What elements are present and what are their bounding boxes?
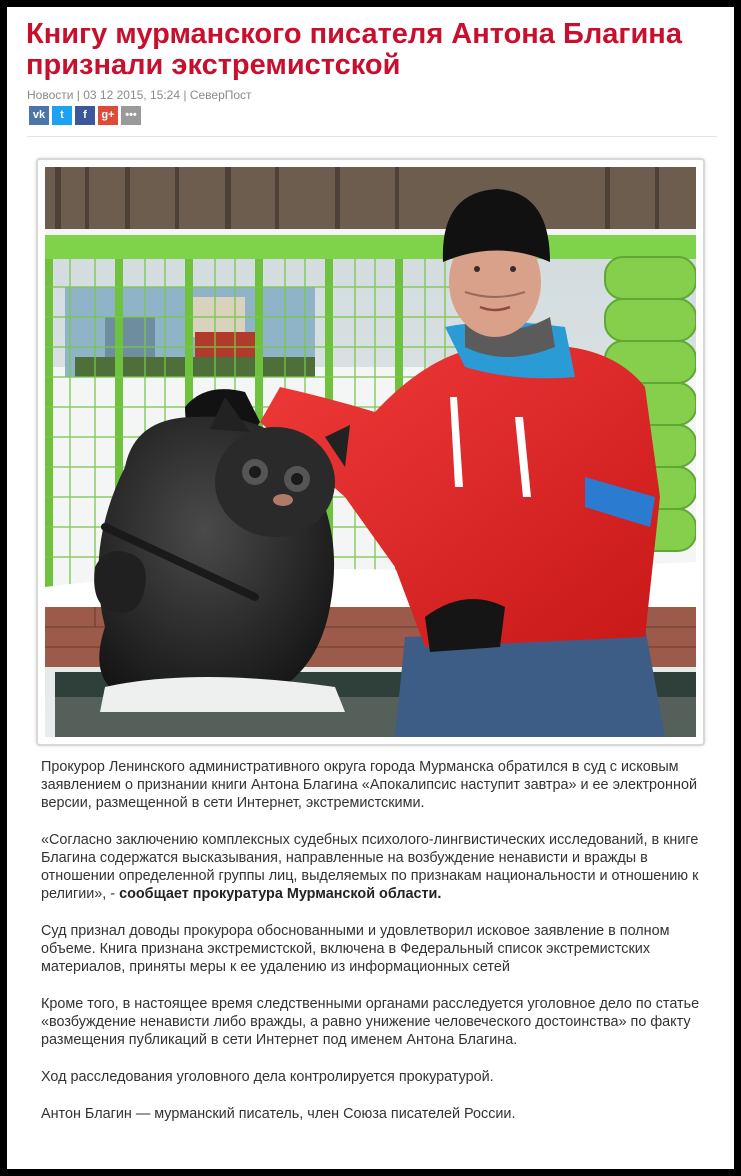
meta-separator: | <box>180 88 190 102</box>
paragraph <box>41 1105 721 1123</box>
more-icon: ••• <box>125 109 137 121</box>
category-link[interactable]: Новости <box>27 88 74 102</box>
paragraph <box>41 758 721 812</box>
article-photo-frame <box>36 158 705 746</box>
paragraph-text: Суд признал доводы прокурора обоснованными и удовлетворил исковое заявление в полном объеме. Книга признана экстремистской, включена в Федеральный список экстремистских материалов, приняты меры к ее удалению из информационных сетей <box>41 923 670 975</box>
paragraph <box>41 922 721 976</box>
source-link[interactable]: СеверПост <box>189 88 252 102</box>
twitter-icon: t <box>60 109 64 121</box>
header-divider <box>27 136 717 137</box>
paragraph-text: Ход расследования уголовного дела контролируется прокуратурой. <box>41 1069 494 1085</box>
twitter-share-button[interactable] <box>52 106 72 125</box>
paragraph-text: «Согласно заключению комплексных судебных психолого-лингвистических исследований, в книге Благина содержатся высказывания, направленные на возбуждение ненависти и вражды в отношении определенной группы лиц, выделяемых по признакам национальности и отношению к религии», - <box>41 832 699 902</box>
publish-date: 03 12 2015, 15:24 <box>83 88 181 102</box>
article-page <box>7 7 734 1169</box>
share-buttons <box>29 106 141 125</box>
article-photo <box>45 167 696 737</box>
meta-separator: | <box>73 88 84 102</box>
paragraph-text: Антон Благин — мурманский писатель, член Союза писателей России. <box>41 1106 516 1122</box>
paragraph-text: Прокурор Ленинского административного округа города Мурманска обратился в суд с исковым заявлением о признании книги Антона Благина «Апокалипсис наступит завтра» и ее электронной версии, размещенной в сети Интернет, экстремистскими. <box>41 759 697 811</box>
paragraph <box>41 1068 721 1086</box>
facebook-share-button[interactable] <box>75 106 95 125</box>
paragraph-text: Кроме того, в настоящее время следственными органами расследуется уголовное дело по статье «возбуждение ненависти либо вражды, а равно унижение человеческого достоинства» по факту размещения публикаций в сети Интернет под именем Антона Благина. <box>41 996 700 1048</box>
article-meta <box>27 88 252 102</box>
vk-icon: vk <box>32 109 46 121</box>
vk-share-button[interactable] <box>29 106 49 125</box>
more-share-button[interactable] <box>121 106 141 125</box>
paragraph-bold-text: сообщает прокуратура Мурманской области. <box>119 886 442 902</box>
paragraph <box>41 831 721 903</box>
article-body <box>41 758 721 1142</box>
paragraph <box>41 995 721 1049</box>
facebook-icon: f <box>83 109 87 121</box>
photo-illustration <box>45 167 696 737</box>
google-plus-icon: g+ <box>101 109 115 121</box>
google-plus-share-button[interactable] <box>98 106 118 125</box>
article-title: Книгу мурманского писателя Антона Благина признали экстремистской <box>26 18 682 81</box>
